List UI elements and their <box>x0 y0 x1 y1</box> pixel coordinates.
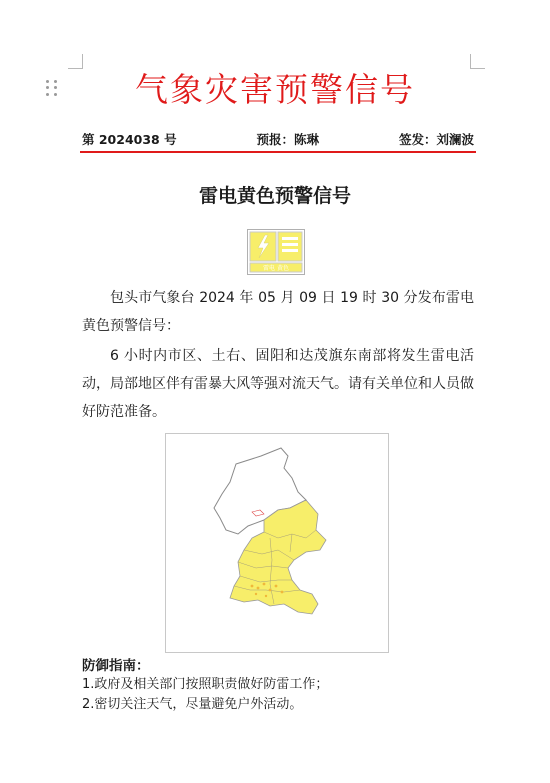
meta-row <box>82 130 474 148</box>
paragraph-text: 包头市气象台 2024 年 05 月 09 日 19 时 30 分发布雷电黄色预警信号： <box>82 290 474 334</box>
lightning-yellow-warning-icon <box>247 229 305 275</box>
announcement-paragraph-1 <box>82 284 474 340</box>
guide-list <box>82 675 328 715</box>
forecaster: 预报：陈琳 <box>256 132 320 147</box>
issue-number: 第 2024038 号 <box>82 132 177 147</box>
warning-map <box>165 433 389 653</box>
page-title: 气象灾害预警信号 <box>135 70 415 109</box>
paragraph-text: 6 小时内市区、土右、固阳和达茂旗东南部将发生雷电活动，局部地区伴有雷暴大风等强对流天气。请有关单位和人员做好防范准备。 <box>82 348 474 420</box>
guide-item: 2.密切关注天气，尽量避免户外活动。 <box>82 697 303 712</box>
guide-item: 1.政府及相关部门按照职责做好防雷工作； <box>82 677 329 692</box>
red-divider <box>80 151 476 153</box>
announcement-paragraph-2 <box>82 342 474 426</box>
region-map <box>166 434 388 652</box>
signal-title: 雷电黄色预警信号 <box>198 185 351 207</box>
signal-icon-label: 雷电 黄色 <box>263 265 289 272</box>
guide-title: 防御指南： <box>82 658 150 674</box>
approver: 签发：刘澜波 <box>398 132 474 147</box>
